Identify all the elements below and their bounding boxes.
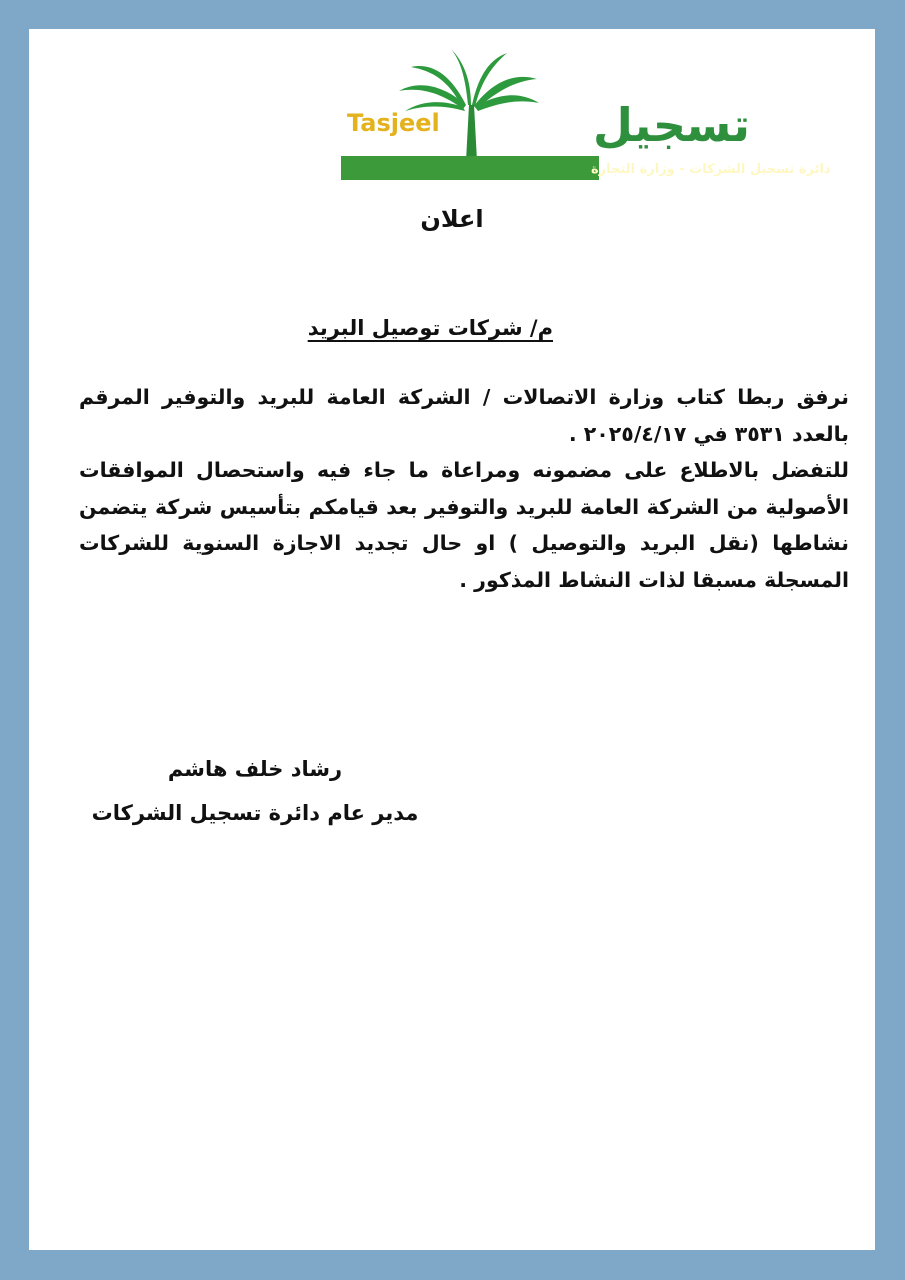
body-paragraph-instructions: للتفضل بالاطلاع على مضمونه ومراعاة ما جاء فيه واستحصال الموافقات الأصولية من الشركة العامة للبريد والتوفير بعد قيامكم بتأسيس شركة يتضمن نشاطها (نقل البريد والتوصيل ) او حال تجديد الاجازة السنوية للشركات المسجلة مسبقا لذات النشاط المذكور .: [79, 458, 849, 592]
signature-block: [79, 757, 431, 847]
body-paragraph-reference: نرفق ربطا كتاب وزارة الاتصالات / الشركة العامة للبريد والتوفير المرقم بالعدد ٣٥٣١ في ٢٠٢٥/٤/١٧ .: [79, 385, 849, 446]
logo-latin-text: Tasjeel: [347, 109, 440, 137]
logo-banner: [341, 156, 599, 180]
logo-arabic-text: تسجيل: [593, 98, 751, 152]
announcement-heading: اعلان: [420, 205, 484, 233]
announcement-body: [79, 379, 849, 598]
logo-banner-text: دائرة تسجيل الشركات - وزارة التجارة: [591, 162, 831, 177]
signatory-title: مدير عام دائرة تسجيل الشركات: [91, 801, 419, 825]
recipient-line: م/ شركات توصيل البريد: [307, 316, 553, 340]
tasjeel-logo: [341, 43, 831, 183]
document-page: [29, 29, 875, 1250]
signatory-name: رشاد خلف هاشم: [167, 757, 343, 781]
